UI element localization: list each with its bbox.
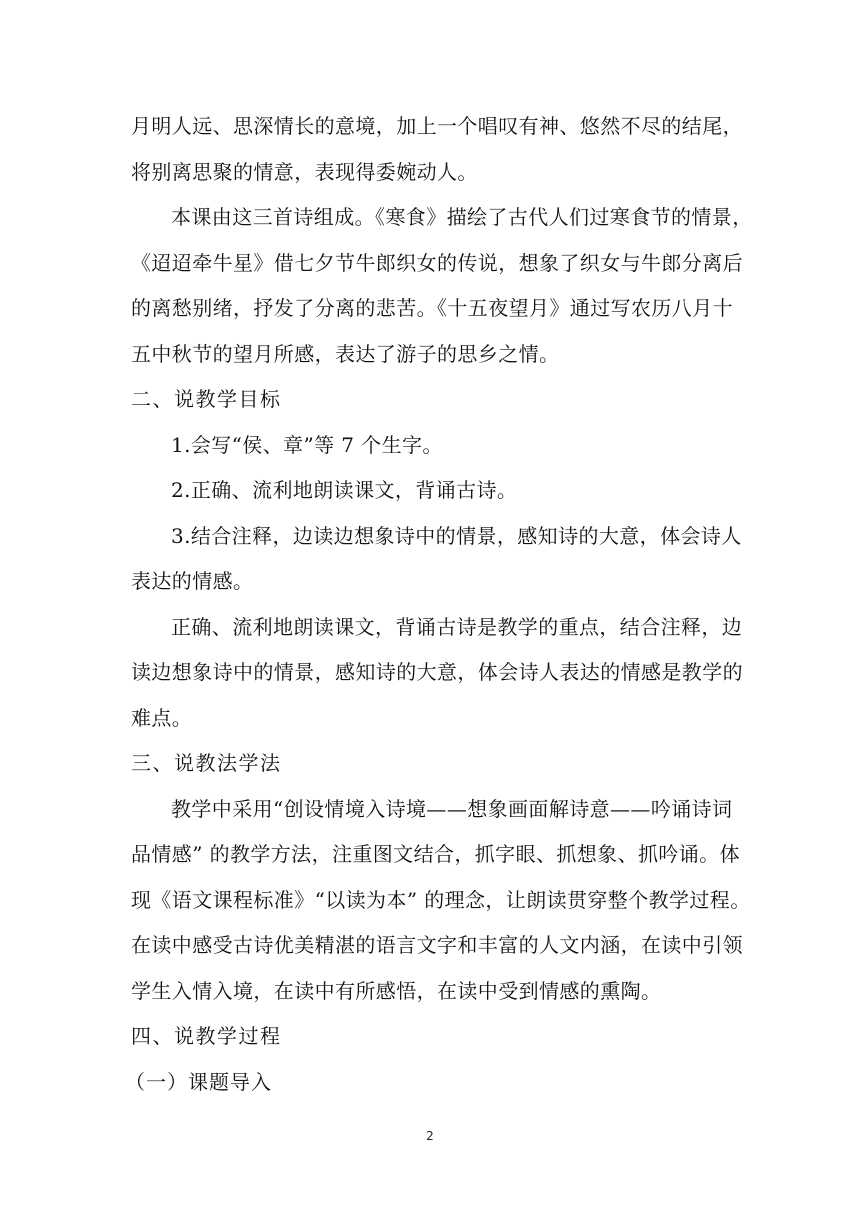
section-heading: 四、说教学过程 (131, 1024, 282, 1048)
page-number: 2 (426, 1129, 434, 1143)
list-item: 2.正确、流利地朗读课文，背诵古诗。 (171, 478, 518, 502)
paragraph-line: 在读中感受古诗优美精湛的语言文字和丰富的人文内涵，在读中引领 (131, 933, 743, 957)
paragraph-line: 学生入情入境，在读中有所感悟，在读中受到情感的熏陶。 (131, 978, 662, 1003)
paragraph-line: 品情感” 的教学方法，注重图文结合，抓字眼、抓想象、抓吟诵。体 (131, 842, 740, 866)
list-item-continuation: 表达的情感。 (131, 569, 254, 593)
paragraph-line: 读边想象诗中的情景，感知诗的大意，体会诗人表达的情感是教学的 (131, 660, 743, 684)
section-heading: 三、说教法学法 (131, 751, 282, 775)
paragraph-line: 月明人远、思深情长的意境，加上一个唱叹有神、悠然不尽的结尾， (131, 114, 743, 138)
paragraph-line: 本课由这三首诗组成。《寒食》描绘了古代人们过寒食节的情景， (171, 205, 753, 229)
paragraph-line: 五中秋节的望月所感，表达了游子的思乡之情。 (131, 341, 560, 366)
paragraph-line: 《迢迢牵牛星》借七夕节牛郎织女的传说，想象了织女与牛郎分离后 (131, 250, 743, 275)
list-item: 1.会写“侯、章”等 7 个生字。 (171, 432, 443, 457)
paragraph-line: 将别离思聚的情意，表现得委婉动人。 (131, 159, 478, 184)
list-item: 3.结合注释，边读边想象诗中的情景，感知诗的大意，体会诗人 (171, 523, 742, 548)
paragraph-line: 正确、流利地朗读课文，背诵古诗是教学的重点，结合注释，边 (171, 614, 743, 639)
paragraph-line: 教学中采用“创设情境入诗境——想象画面解诗意——吟诵诗词 (171, 796, 733, 821)
paragraph-line: 难点。 (131, 705, 193, 730)
document-body (125, 104, 753, 1105)
section-heading: 二、说教学目标 (131, 387, 282, 411)
paragraph-line: 现《语文课程标准》“以读为本” 的理念，让朗读贯穿整个教学过程。 (131, 887, 751, 912)
paragraph-line: 的离愁别绪，抒发了分离的悲苦。《十五夜望月》通过写农历八月十 (131, 296, 733, 320)
subsection-heading: （一）课题导入 (125, 1069, 272, 1094)
